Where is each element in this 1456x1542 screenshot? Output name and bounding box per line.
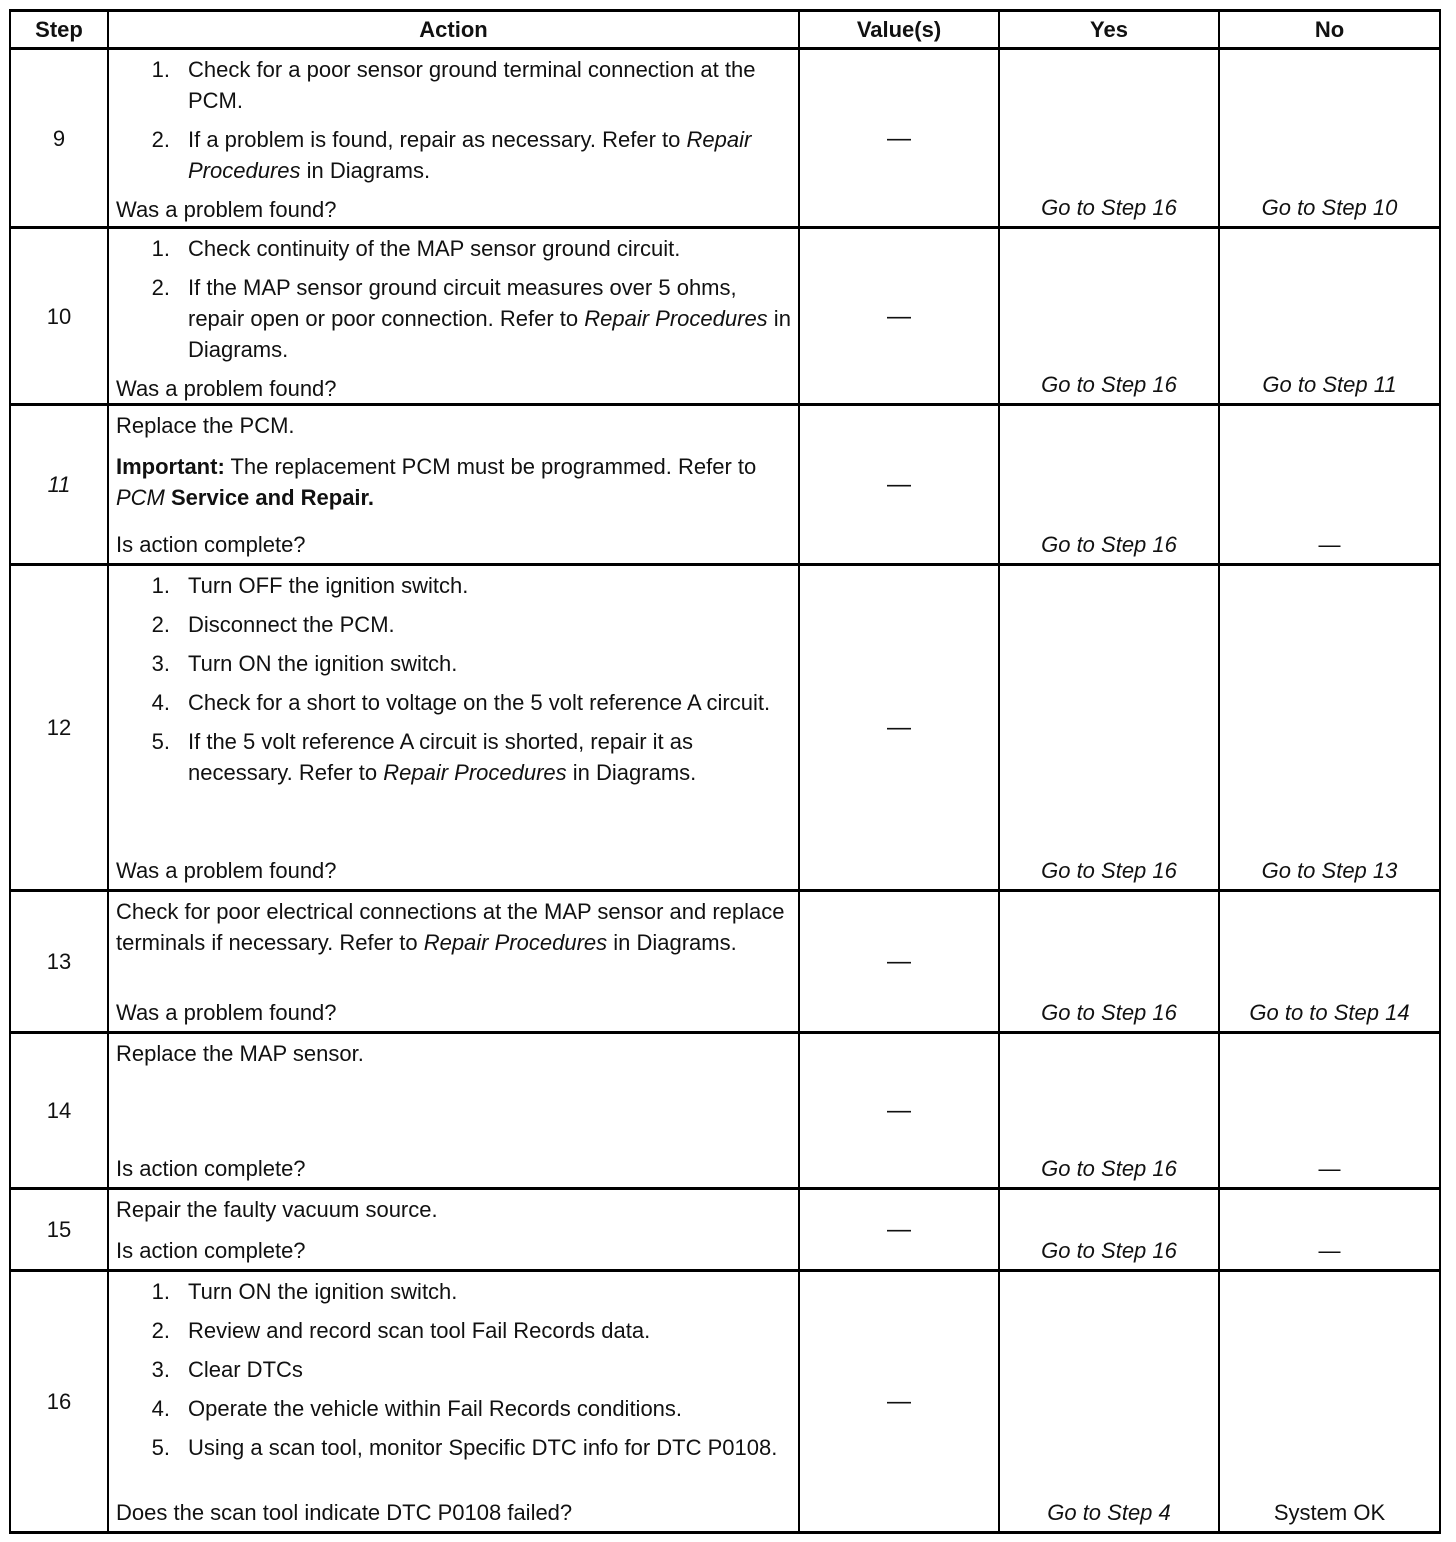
text-run: Disconnect the PCM.	[188, 611, 395, 637]
action-steps-list	[116, 233, 794, 365]
action-cell	[108, 49, 799, 228]
action-step	[116, 1432, 794, 1463]
yes-action: Go to Step 16	[999, 565, 1219, 891]
italic-reference: PCM	[116, 484, 165, 510]
text-run: in Diagrams.	[188, 305, 791, 362]
text-run: Turn ON the ignition switch.	[188, 650, 458, 676]
action-question: Was a problem found?	[116, 375, 337, 401]
action-paragraph	[116, 451, 794, 513]
action-cell	[108, 891, 799, 1033]
bold-text: Important:	[116, 453, 225, 479]
table-row	[10, 891, 1440, 1033]
step-text	[188, 1357, 303, 1382]
italic-reference: Repair Procedures	[423, 929, 608, 955]
action-question: Is action complete?	[116, 1237, 306, 1263]
action-body	[116, 233, 794, 373]
header-values: Value(s)	[799, 11, 999, 49]
step-index: 1.	[151, 572, 170, 598]
no-action: Go to to Step 14	[1219, 891, 1440, 1033]
step-index: 2.	[151, 1317, 170, 1343]
action-cell	[108, 1271, 799, 1533]
step-number: 12	[10, 565, 108, 891]
action-body	[116, 1038, 794, 1079]
yes-action: Go to Step 16	[999, 1033, 1219, 1189]
action-content	[109, 1192, 798, 1268]
step-number: 16	[10, 1271, 108, 1533]
step-index: 1.	[151, 1278, 170, 1304]
step-text	[188, 275, 791, 362]
yes-action: Go to Step 16	[999, 49, 1219, 228]
action-paragraph	[116, 410, 794, 441]
text-run: Check for poor electrical connections at the MAP sensor and replace terminals if necessary. Refer to	[116, 898, 785, 955]
step-text	[188, 1435, 777, 1460]
action-cell	[108, 565, 799, 891]
action-step	[116, 54, 794, 116]
action-step	[116, 609, 794, 640]
step-text	[188, 612, 395, 637]
value-cell: —	[799, 565, 999, 891]
text-run: If the MAP sensor ground circuit measures over 5 ohms, repair open or poor connection. Refer to	[188, 274, 737, 331]
step-text	[188, 1318, 650, 1343]
action-content	[109, 1274, 798, 1530]
action-body	[116, 410, 794, 523]
action-body	[116, 1276, 794, 1471]
step-index: 5.	[151, 1434, 170, 1460]
text-run: Review and record scan tool Fail Records data.	[188, 1317, 651, 1343]
step-text	[188, 57, 755, 113]
step-index: 2.	[151, 274, 170, 300]
header-no: No	[1219, 11, 1440, 49]
table-row	[10, 1271, 1440, 1533]
header-action: Action	[108, 11, 799, 49]
step-text	[188, 236, 680, 261]
value-cell: —	[799, 1271, 999, 1533]
step-index: 4.	[151, 689, 170, 715]
action-question: Is action complete?	[116, 1155, 306, 1181]
yes-action: Go to Step 4	[999, 1271, 1219, 1533]
no-action: Go to Step 10	[1219, 49, 1440, 228]
action-steps-list	[116, 1276, 794, 1463]
text-run: in Diagrams.	[566, 759, 697, 785]
action-body	[116, 896, 794, 968]
action-step	[116, 1315, 794, 1346]
action-content	[109, 231, 798, 402]
step-text	[188, 729, 696, 785]
step-index: 1.	[151, 235, 170, 261]
text-run: Replace the MAP sensor.	[116, 1040, 364, 1066]
step-text	[188, 1279, 457, 1304]
step-index: 5.	[151, 728, 170, 754]
diagnostic-table	[9, 9, 1441, 1534]
italic-reference: Repair Procedures	[383, 759, 567, 785]
action-body	[116, 1194, 794, 1235]
header-row	[10, 11, 1440, 49]
value-cell: —	[799, 891, 999, 1033]
italic-reference: Repair Procedures	[584, 305, 768, 331]
action-step	[116, 1354, 794, 1385]
value-cell: —	[799, 49, 999, 228]
text-run: in Diagrams.	[607, 929, 737, 955]
table-body	[10, 49, 1440, 1533]
step-index: 1.	[151, 56, 170, 82]
text-run: Repair the faulty vacuum source.	[116, 1196, 438, 1222]
action-content	[109, 52, 798, 225]
text-run: Check continuity of the MAP sensor ground circuit.	[188, 235, 681, 261]
text-run: Clear DTCs	[188, 1356, 303, 1382]
action-body	[116, 570, 794, 796]
text-run: Using a scan tool, monitor Specific DTC info for DTC P0108.	[188, 1434, 778, 1460]
table-row	[10, 1033, 1440, 1189]
step-number: 10	[10, 228, 108, 405]
action-content	[109, 568, 798, 888]
value-cell: —	[799, 1033, 999, 1189]
step-text	[188, 127, 751, 183]
no-action: Go to Step 11	[1219, 228, 1440, 405]
italic-reference: Repair Procedures	[188, 126, 752, 183]
step-index: 3.	[151, 650, 170, 676]
no-action: Go to Step 13	[1219, 565, 1440, 891]
action-step	[116, 726, 794, 788]
yes-action: Go to Step 16	[999, 891, 1219, 1033]
action-question: Was a problem found?	[116, 857, 337, 883]
table-row	[10, 49, 1440, 228]
action-cell	[108, 405, 799, 565]
action-paragraph	[116, 1038, 794, 1069]
value-cell: —	[799, 228, 999, 405]
yes-action: Go to Step 16	[999, 405, 1219, 565]
action-body	[116, 54, 794, 194]
action-step	[116, 124, 794, 186]
table-header	[10, 11, 1440, 49]
text-run: Check for a poor sensor ground terminal connection at the PCM.	[188, 56, 756, 113]
step-index: 2.	[151, 611, 170, 637]
step-text	[188, 651, 457, 676]
action-question: Does the scan tool indicate DTC P0108 failed?	[116, 1499, 573, 1525]
text-run: Turn OFF the ignition switch.	[188, 572, 469, 598]
action-cell	[108, 1033, 799, 1189]
action-step	[116, 1393, 794, 1424]
action-step	[116, 648, 794, 679]
step-text	[188, 690, 770, 715]
step-index: 2.	[151, 126, 170, 152]
header-yes: Yes	[999, 11, 1219, 49]
action-cell	[108, 228, 799, 405]
action-content	[109, 408, 798, 562]
action-step	[116, 1276, 794, 1307]
action-content	[109, 894, 798, 1030]
text-run: Turn ON the ignition switch.	[188, 1278, 458, 1304]
text-run: Check for a short to voltage on the 5 volt reference A circuit.	[188, 689, 771, 715]
step-number: 13	[10, 891, 108, 1033]
table-row	[10, 565, 1440, 891]
bold-text: Service and Repair.	[164, 484, 374, 510]
table-row	[10, 228, 1440, 405]
no-action: —	[1219, 405, 1440, 565]
step-number: 14	[10, 1033, 108, 1189]
value-cell: —	[799, 405, 999, 565]
action-question: Was a problem found?	[116, 196, 337, 222]
text-run: The replacement PCM must be programmed. Refer to	[224, 453, 757, 479]
no-action: —	[1219, 1033, 1440, 1189]
action-paragraph	[116, 1194, 794, 1225]
text-run: Replace the PCM.	[116, 412, 295, 438]
action-content	[109, 1036, 798, 1186]
action-question: Was a problem found?	[116, 999, 337, 1025]
step-index: 3.	[151, 1356, 170, 1382]
text-run: Operate the vehicle within Fail Records conditions.	[188, 1395, 683, 1421]
value-cell: —	[799, 1189, 999, 1271]
step-number: 9	[10, 49, 108, 228]
table-row	[10, 1189, 1440, 1271]
no-action: System OK	[1219, 1271, 1440, 1533]
step-text	[188, 1396, 682, 1421]
action-paragraph	[116, 896, 794, 958]
table-row	[10, 405, 1440, 565]
header-step: Step	[10, 11, 108, 49]
action-steps-list	[116, 54, 794, 186]
no-action: —	[1219, 1189, 1440, 1271]
text-run: in Diagrams.	[300, 157, 431, 183]
action-step	[116, 272, 794, 365]
text-run: If a problem is found, repair as necessary. Refer to	[188, 126, 687, 152]
action-cell	[108, 1189, 799, 1271]
step-number: 15	[10, 1189, 108, 1271]
action-step	[116, 687, 794, 718]
action-step	[116, 233, 794, 264]
text-run: If the 5 volt reference A circuit is shorted, repair it as necessary. Refer to	[188, 728, 694, 785]
action-question: Is action complete?	[116, 531, 306, 557]
action-step	[116, 570, 794, 601]
step-number: 11	[10, 405, 108, 565]
step-index: 4.	[151, 1395, 170, 1421]
yes-action: Go to Step 16	[999, 1189, 1219, 1271]
step-text	[188, 573, 468, 598]
action-steps-list	[116, 570, 794, 788]
yes-action: Go to Step 16	[999, 228, 1219, 405]
